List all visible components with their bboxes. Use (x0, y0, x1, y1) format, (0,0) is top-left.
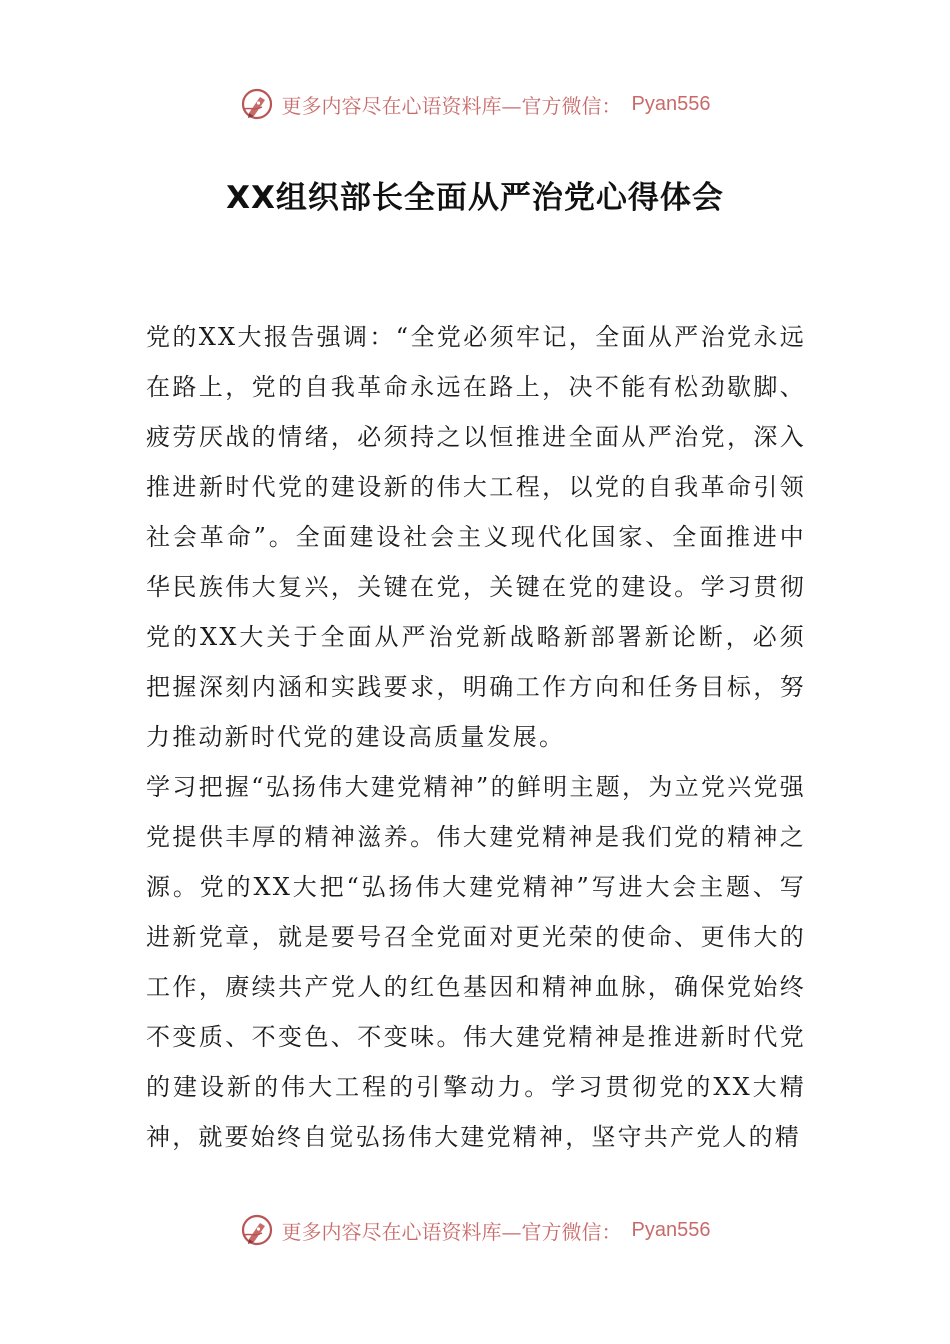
paragraph-2: 学习把握“弘扬伟大建党精神”的鲜明主题，为立党兴党强党提供丰厚的精神滋养。伟大建党精神是我们党的精神之源。党的XX大把“弘扬伟大建党精神”写进大会主题、写进新党章，就是要号召全党面对更光荣的使命、更伟大的工作，赓续共产党人的红色基因和精神血脉，确保党始终不变质、不变色、不变味。伟大建党精神是推进新时代党的建设新的伟大工程的引擎动力。学习贯彻党的XX大精神，就要始终自觉弘扬伟大建党精神，坚守共产党人的精 (146, 773, 806, 1151)
pen-nib-logo-icon (240, 87, 274, 121)
banner-wechat-handle: Pyan556 (631, 92, 711, 115)
document-body (146, 312, 806, 1162)
footer-banner (0, 1210, 950, 1250)
banner-text: 更多内容尽在心语资料库—官方微信： (281, 1219, 622, 1244)
pen-nib-logo-icon (240, 1213, 274, 1247)
banner-text: 更多内容尽在心语资料库—官方微信： (281, 93, 622, 118)
banner-wechat-handle: Pyan556 (631, 1218, 711, 1241)
paragraph-1: 党的XX大报告强调：“全党必须牢记，全面从严治党永远在路上，党的自我革命永远在路上，决不能有松劲歇脚、疲劳厌战的情绪，必须持之以恒推进全面从严治党，深入推进新时代党的建设新的伟大工程，以党的自我革命引领社会革命”。全面建设社会主义现代化国家、全面推进中华民族伟大复兴，关键在党，关键在党的建设。学习贯彻党的XX大关于全面从严治党新战略新部署新论断，必须把握深刻内涵和实践要求，明确工作方向和任务目标，努力推动新时代党的建设高质量发展。 (146, 323, 806, 751)
header-banner (0, 84, 950, 124)
document-title: XX组织部长全面从严治党心得体会 (226, 180, 724, 216)
